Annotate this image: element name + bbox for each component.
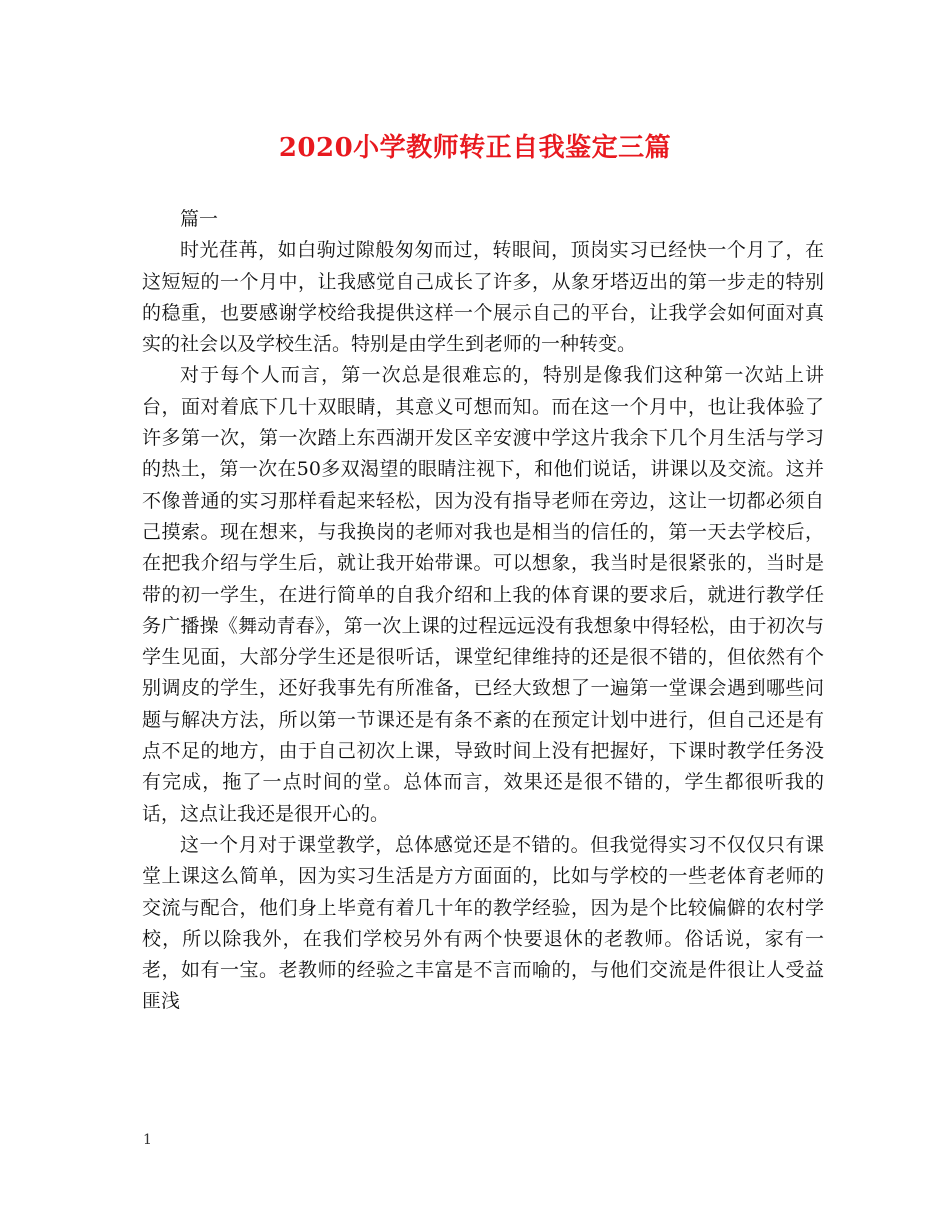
page-number: 1 bbox=[143, 1132, 152, 1148]
document-body bbox=[142, 204, 824, 1018]
document-title: 2020小学教师转正自我鉴定三篇 bbox=[278, 133, 672, 163]
paragraph-3: 这一个月对于课堂教学，总体感觉还是不错的。但我觉得实习不仅仅只有课堂上课这么简单，因为实习生活是方方面面的，比如与学校的一些老体育老师的交流与配合，他们身上毕竟有着几十年的教学经验，因为是个比较偏僻的农村学校，所以除我外，在我们学校另外有两个快要退休的老教师。俗话说，家有一老，如有一宝。老教师的经验之丰富是不言而喻的，与他们交流是件很让人受益匪浅 bbox=[142, 833, 824, 1013]
paragraph-1: 时光荏苒，如白驹过隙般匆匆而过，转眼间，顶岗实习已经快一个月了，在这短短的一个月中，让我感觉自己成长了许多，从象牙塔迈出的第一步走的特别的稳重，也要感谢学校给我提供这样一个展示自己的平台，让我学会如何面对真实的社会以及学校生活。特别是由学生到老师的一种转变。 bbox=[142, 239, 824, 356]
paragraph-2: 对于每个人而言，第一次总是很难忘的，特别是像我们这种第一次站上讲台，面对着底下几十双眼睛，其意义可想而知。而在这一个月中，也让我体验了许多第一次，第一次踏上东西湖开发区辛安渡中学这片我余下几个月生活与学习的热土，第一次在50多双渴望的眼睛注视下，和他们说话，讲课以及交流。这并不像普通的实习那样看起来轻松，因为没有指导老师在旁边，这让一切都必须自己摸索。现在想来，与我换岗的老师对我也是相当的信任的，第一天去学校后，在把我介绍与学生后，就让我开始带课。可以想象，我当时是很紧张的，当时是带的初一学生，在进行简单的自我介绍和上我的体育课的要求后，就进行教学任务广播操《舞动青春》，第一次上课的过程远远没有我想象中得轻松，由于初次与学生见面，大部分学生还是很听话，课堂纪律维持的还是很不错的，但依然有个别调皮的学生，还好我事先有所准备，已经大致想了一遍第一堂课会遇到哪些问题与解决方法，所以第一节课还是有条不紊的在预定计划中进行，但自己还是有点不足的地方，由于自己初次上课，导致时间上没有把握好，下课时教学任务没有完成，拖了一点时间的堂。总体而言，效果还是很不错的，学生都很听我的话，这点让我还是很开心的。 bbox=[142, 364, 824, 825]
section-label: 篇一 bbox=[180, 208, 219, 230]
